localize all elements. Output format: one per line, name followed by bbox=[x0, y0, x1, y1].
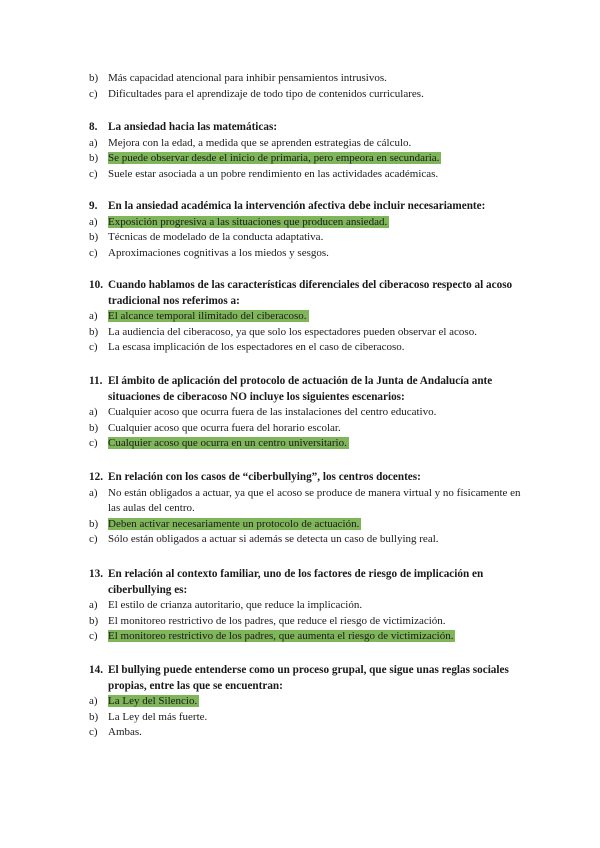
question-title bbox=[89, 278, 529, 309]
option-letter: b) bbox=[89, 231, 99, 243]
option-c bbox=[89, 629, 529, 645]
option-b bbox=[89, 614, 529, 630]
option-a bbox=[89, 136, 529, 152]
option-letter: c) bbox=[89, 533, 98, 545]
question-text: En relación con los casos de “ciberbullying”, los centros docentes: bbox=[108, 471, 421, 483]
option-a bbox=[89, 405, 529, 421]
option-letter: c) bbox=[89, 726, 98, 738]
option-letter: c) bbox=[89, 246, 98, 259]
question-text: El ámbito de aplicación del protocolo de actuación de la Junta de Andalucía ante situaciones de ciberacoso NO incluye los siguientes escenarios: bbox=[108, 375, 493, 403]
option-letter: a) bbox=[89, 215, 98, 228]
option-letter: c) bbox=[89, 167, 98, 180]
option-text: El monitoreo restrictivo de los padres, que reduce el riesgo de victimización. bbox=[108, 614, 446, 627]
option-letter: c) bbox=[89, 87, 98, 100]
question-10 bbox=[89, 278, 529, 356]
question-title bbox=[89, 120, 529, 136]
option-c bbox=[89, 725, 529, 741]
question-title bbox=[89, 663, 529, 694]
question-number: 11. bbox=[89, 375, 103, 387]
option-letter: c) bbox=[89, 630, 98, 642]
option-b bbox=[89, 710, 529, 726]
option-c bbox=[89, 246, 529, 262]
option-text: No están obligados a actuar, ya que el acoso se produce de manera virtual y no físicamente en las aulas del centro. bbox=[108, 486, 521, 514]
option-text: Dificultades para el aprendizaje de todo tipo de contenidos curriculares. bbox=[108, 87, 424, 100]
question-13 bbox=[89, 567, 529, 645]
question-12 bbox=[89, 470, 529, 548]
option-c bbox=[89, 436, 529, 452]
correct-answer-highlight: El monitoreo restrictivo de los padres, que aumenta el riesgo de victimización. bbox=[108, 630, 454, 642]
question-title bbox=[89, 374, 529, 405]
option-text: Aproximaciones cognitivas a los miedos y sesgos. bbox=[108, 246, 329, 259]
question-title bbox=[89, 567, 529, 598]
option-letter: a) bbox=[89, 599, 98, 611]
option-text: Cualquier acoso que ocurra fuera de las instalaciones del centro educativo. bbox=[108, 406, 437, 418]
option-letter: a) bbox=[89, 310, 98, 322]
option-letter: b) bbox=[89, 152, 99, 164]
option-letter: b) bbox=[89, 517, 99, 530]
option-letter: b) bbox=[89, 72, 99, 84]
option-c bbox=[89, 340, 529, 356]
option-text: Cualquier acoso que ocurra fuera del horario escolar. bbox=[108, 421, 341, 434]
question-8 bbox=[89, 120, 529, 182]
option-c bbox=[89, 532, 529, 548]
option-a bbox=[89, 598, 529, 614]
question-text: Cuando hablamos de las características diferenciales del ciberacoso respecto al acoso tradicional nos referimos a: bbox=[108, 279, 513, 307]
option-b bbox=[89, 325, 529, 341]
question-number: 14. bbox=[89, 664, 103, 676]
option-b bbox=[89, 151, 529, 167]
question-text: El bullying puede entenderse como un proceso grupal, que sigue unas reglas sociales propias, entre las que se encuentran: bbox=[108, 664, 509, 692]
question-11 bbox=[89, 374, 529, 452]
option-letter: a) bbox=[89, 486, 98, 499]
correct-answer-highlight: Deben activar necesariamente un protocolo de actuación. bbox=[108, 517, 360, 530]
option-c bbox=[89, 87, 529, 103]
question-text: En la ansiedad académica la intervención afectiva debe incluir necesariamente: bbox=[108, 200, 486, 212]
option-letter: b) bbox=[89, 421, 99, 434]
question-number: 9. bbox=[89, 200, 98, 212]
correct-answer-highlight: Exposición progresiva a las situaciones que producen ansiedad. bbox=[108, 215, 388, 228]
option-text: Más capacidad atencional para inhibir pensamientos intrusivos. bbox=[108, 72, 387, 84]
option-text: Mejora con la edad, a medida que se aprenden estrategias de cálculo. bbox=[108, 136, 412, 149]
option-a bbox=[89, 215, 529, 231]
correct-answer-highlight: Se puede observar desde el inicio de primaria, pero empeora en secundaria. bbox=[108, 152, 440, 164]
question-text: La ansiedad hacia las matemáticas: bbox=[108, 121, 278, 133]
option-text: Técnicas de modelado de la conducta adaptativa. bbox=[108, 231, 324, 243]
option-letter: b) bbox=[89, 614, 99, 627]
question-title bbox=[89, 470, 529, 486]
correct-answer-highlight: Cualquier acoso que ocurra en un centro universitario. bbox=[108, 437, 347, 449]
option-letter: b) bbox=[89, 710, 99, 723]
option-text: La audiencia del ciberacoso, ya que solo los espectadores pueden observar el acoso. bbox=[108, 325, 477, 338]
question-text: En relación al contexto familiar, uno de los factores de riesgo de implicación en ciberbullying es: bbox=[108, 568, 484, 596]
option-text: La Ley del más fuerte. bbox=[108, 710, 208, 723]
option-letter: c) bbox=[89, 437, 98, 449]
option-text: Sólo están obligados a actuar si además se detecta un caso de bullying real. bbox=[108, 533, 439, 545]
option-text: Ambas. bbox=[108, 726, 142, 738]
question-number: 10. bbox=[89, 279, 103, 291]
option-text: Suele estar asociada a un pobre rendimiento en las actividades académicas. bbox=[108, 167, 439, 180]
correct-answer-highlight: La Ley del Silencio. bbox=[108, 695, 198, 707]
option-b bbox=[89, 421, 529, 437]
option-a bbox=[89, 309, 529, 325]
question-9 bbox=[89, 199, 529, 261]
option-letter: b) bbox=[89, 325, 99, 338]
question-title bbox=[89, 199, 529, 215]
option-letter: a) bbox=[89, 695, 98, 707]
option-text: La escasa implicación de los espectadores en el caso de ciberacoso. bbox=[108, 341, 405, 353]
carryover-options bbox=[89, 71, 529, 102]
option-letter: a) bbox=[89, 406, 98, 418]
option-a bbox=[89, 694, 529, 710]
question-number: 13. bbox=[89, 568, 103, 580]
question-14 bbox=[89, 663, 529, 741]
option-letter: a) bbox=[89, 136, 98, 149]
option-b bbox=[89, 517, 529, 533]
question-number: 8. bbox=[89, 121, 98, 133]
option-letter: c) bbox=[89, 341, 98, 353]
option-text: El estilo de crianza autoritario, que reduce la implicación. bbox=[108, 599, 363, 611]
option-a bbox=[89, 486, 529, 517]
option-b bbox=[89, 71, 529, 87]
question-number: 12. bbox=[89, 471, 103, 483]
correct-answer-highlight: El alcance temporal ilimitado del ciberacoso. bbox=[108, 310, 307, 322]
option-b bbox=[89, 230, 529, 246]
option-c bbox=[89, 167, 529, 183]
